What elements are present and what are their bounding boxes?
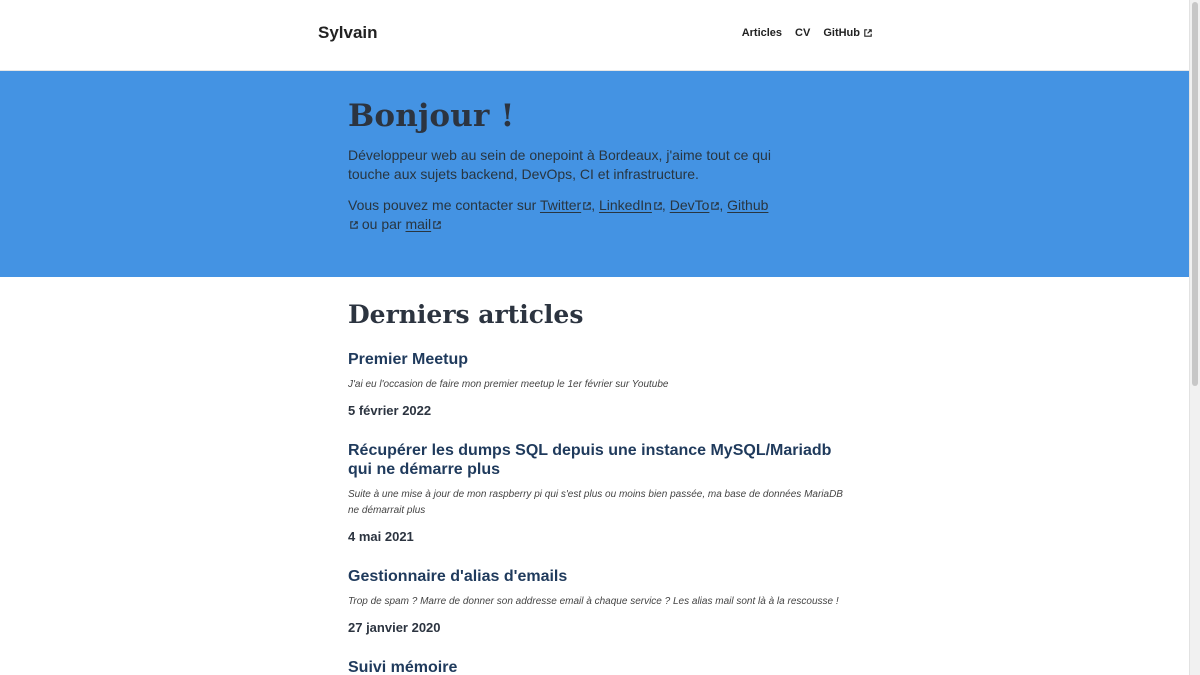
nav-articles-label: Articles (741, 27, 783, 39)
nav-cv-label: CV (795, 27, 811, 39)
separator: , (661, 197, 666, 213)
or-text: ou par (361, 216, 402, 232)
article-date: 27 janvier 2020 (348, 620, 441, 635)
article-title (348, 567, 848, 586)
article-summary: J'ai eu l'occasion de faire mon premier meetup le 1er février sur Youtube (348, 379, 669, 390)
github-link-label: Github (727, 197, 769, 213)
article-date: 4 mai 2021 (348, 529, 414, 544)
devto-link-label: DevTo (669, 197, 710, 213)
separator: , (719, 197, 724, 213)
external-link-icon (350, 221, 358, 229)
separator: , (591, 197, 596, 213)
article-title-link[interactable]: Récupérer les dumps SQL depuis une instance MySQL/Mariadb qui ne démarre plus (348, 442, 832, 478)
hero-banner (0, 71, 1190, 277)
nav-github-label: GitHub (823, 27, 860, 39)
twitter-link[interactable] (540, 197, 581, 213)
linkedin-link[interactable] (599, 197, 652, 213)
external-link-icon (433, 221, 441, 229)
scrollbar-thumb[interactable] (1192, 2, 1198, 386)
article-title-link[interactable]: Premier Meetup (348, 351, 469, 368)
linkedin-link-label: LinkedIn (598, 197, 652, 213)
article-date: 5 février 2022 (348, 403, 432, 418)
article-title (348, 441, 848, 479)
article-item (348, 350, 848, 418)
article-title-link[interactable]: Gestionnaire d'alias d'emails (348, 568, 568, 585)
mail-link[interactable] (405, 216, 431, 232)
twitter-link-label: Twitter (539, 197, 582, 213)
site-brand-link[interactable]: Sylvain (318, 23, 378, 42)
article-title (348, 350, 848, 369)
devto-link[interactable] (670, 197, 710, 213)
article-item (348, 441, 848, 544)
article-item (348, 658, 848, 675)
external-link-icon (654, 202, 662, 210)
external-link-icon (864, 29, 872, 37)
nav-articles-link[interactable] (742, 27, 782, 39)
contact-prefix: Vous pouvez me contacter sur (348, 197, 537, 213)
main-nav (742, 27, 872, 39)
page-scrollbar[interactable] (1189, 0, 1200, 675)
article-title (348, 658, 848, 675)
hero-contact (348, 196, 773, 234)
article-title-link[interactable]: Suivi mémoire (348, 659, 458, 675)
nav-github-link[interactable] (823, 27, 872, 39)
mail-link-label: mail (405, 216, 432, 232)
article-summary: Suite à une mise à jour de mon raspberry pi qui s'est plus ou moins bien passée, ma base de données MariaDB ne démarrait plus (348, 489, 843, 516)
hero-content (348, 98, 773, 246)
github-link[interactable] (727, 197, 768, 213)
external-link-icon (583, 202, 591, 210)
nav-cv-link[interactable] (795, 27, 810, 39)
hero-intro: Développeur web au sein de onepoint à Bordeaux, j'aime tout ce qui touche aux sujets backend, DevOps, CI et infrastructure. (348, 147, 771, 182)
site-header (0, 0, 1190, 71)
article-item (348, 567, 848, 635)
articles-section (348, 300, 848, 675)
articles-heading: Derniers articles (348, 300, 584, 329)
article-summary: Trop de spam ? Marre de donner son addresse email à chaque service ? Les alias mail sont là à la rescousse ! (348, 596, 839, 607)
hero-title: Bonjour ! (348, 98, 515, 134)
